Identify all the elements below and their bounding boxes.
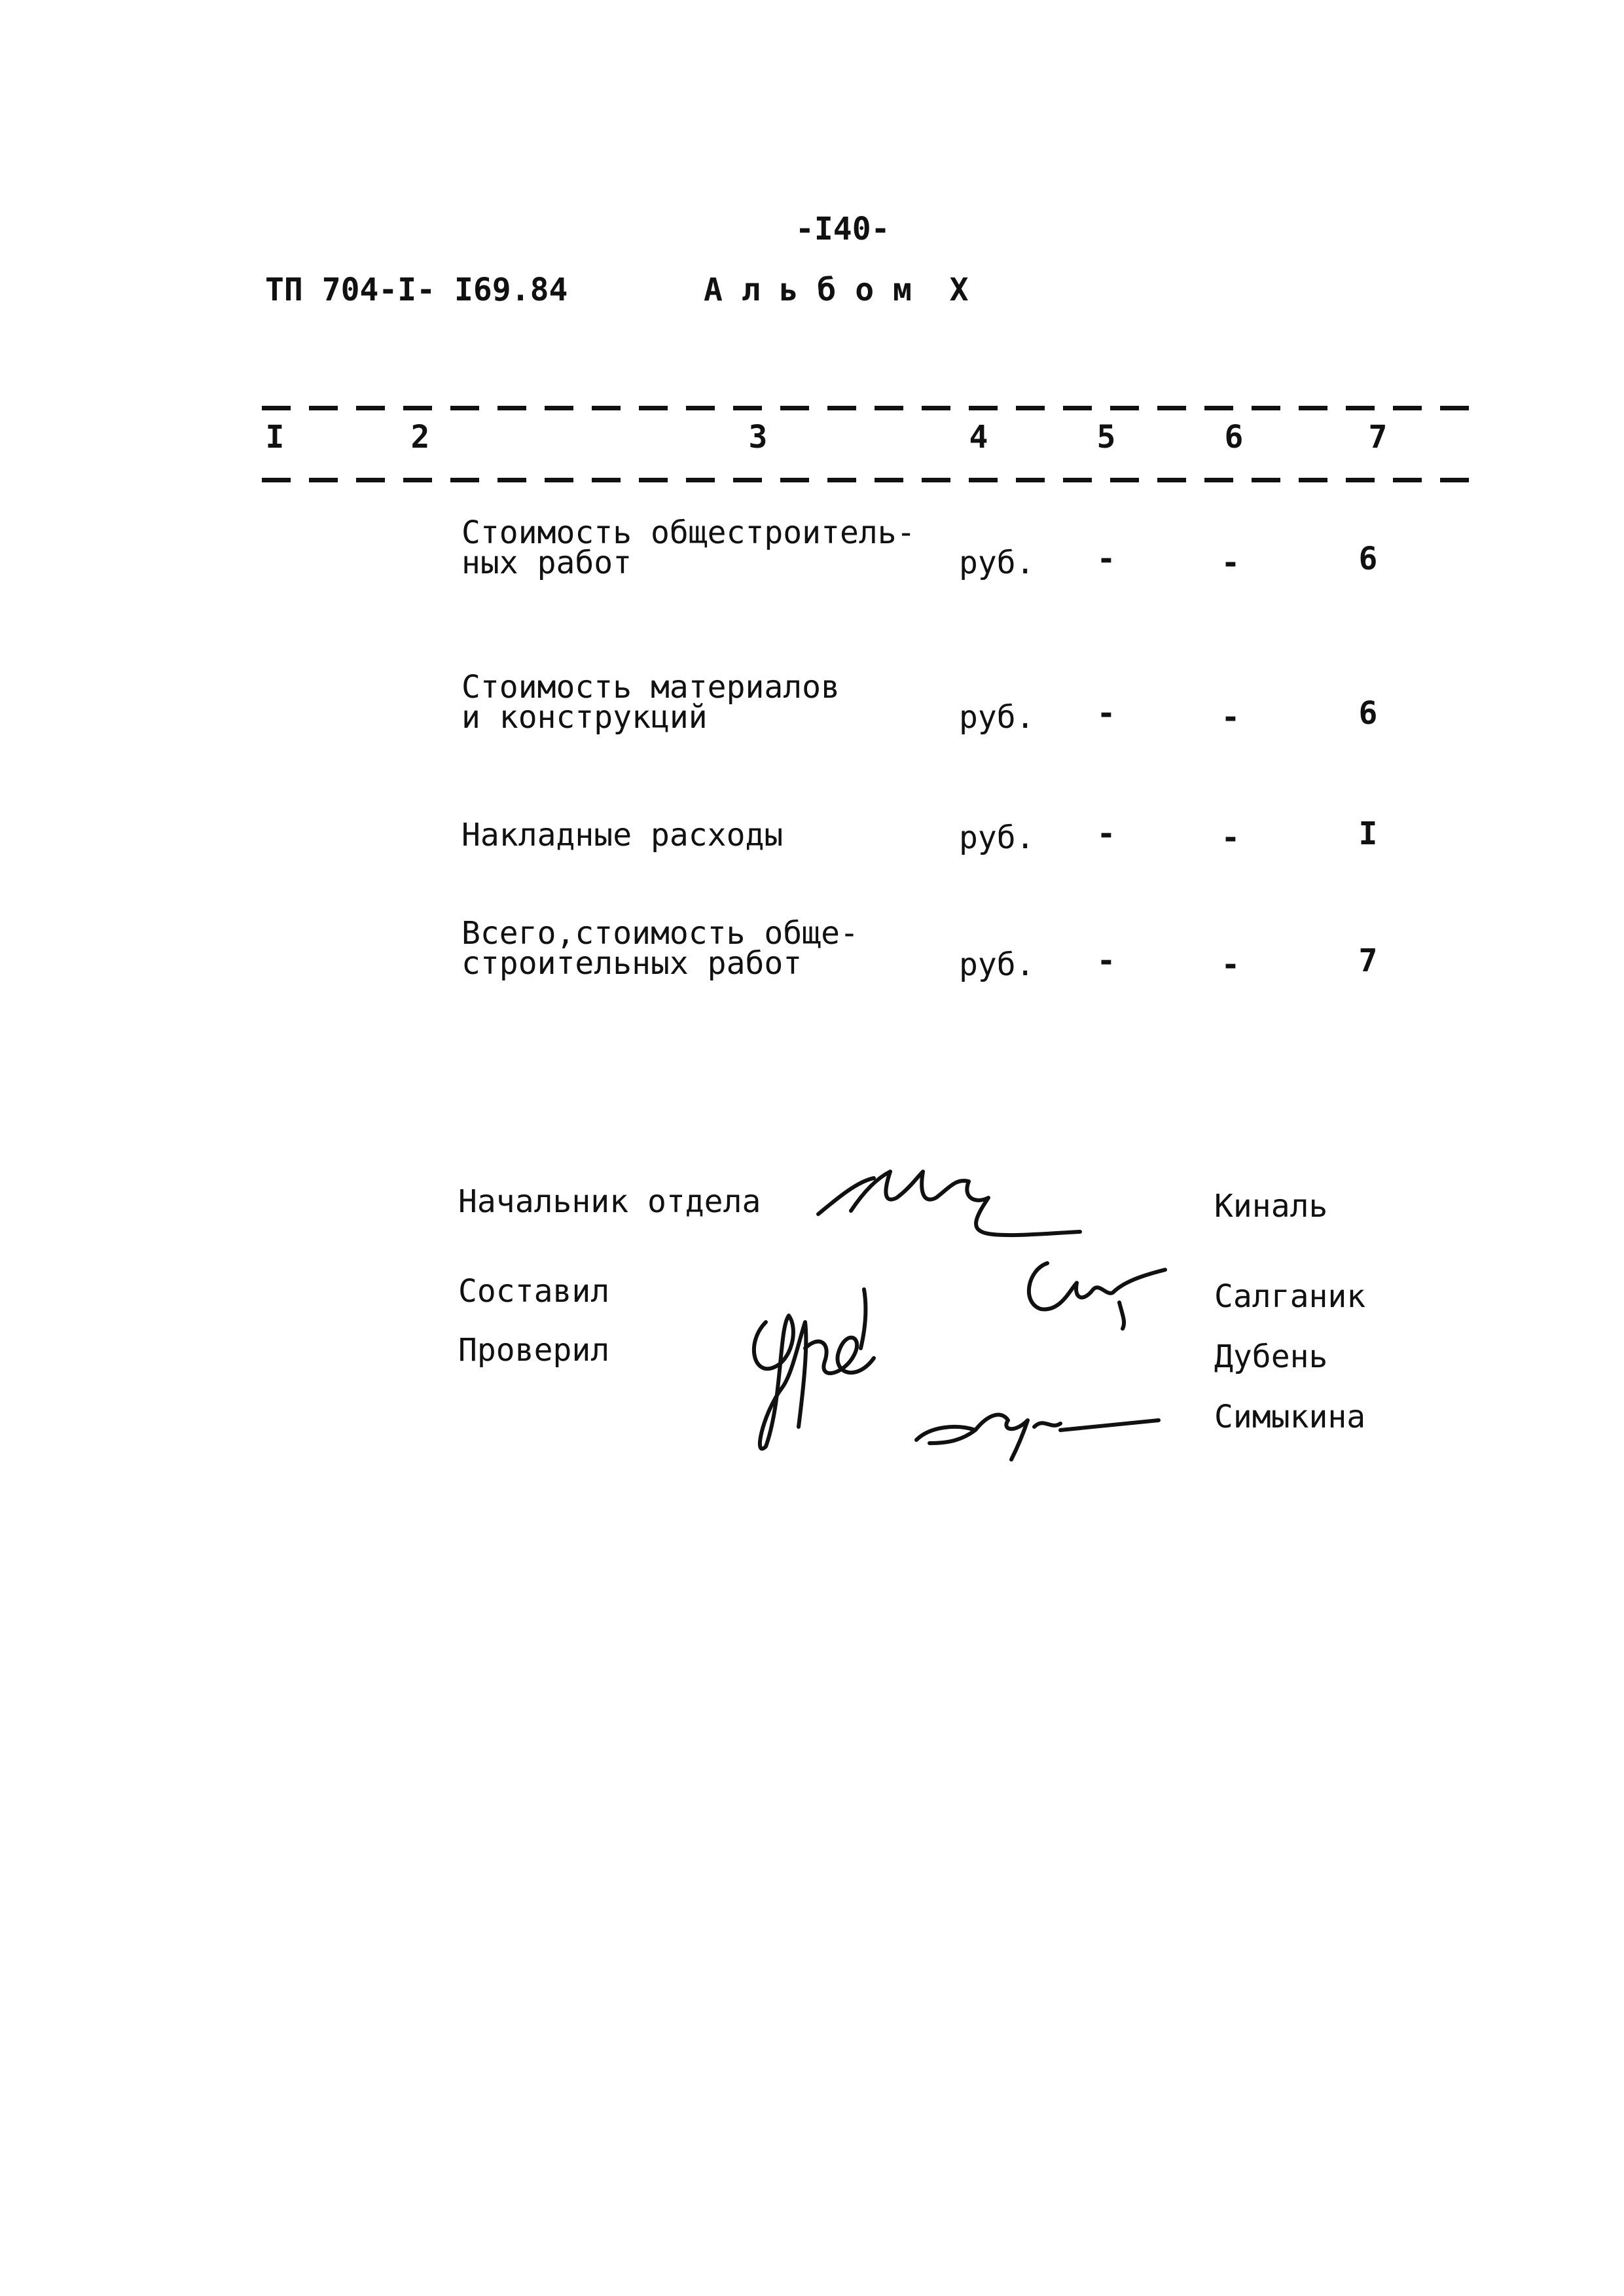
column-header-3: 3: [748, 419, 768, 456]
document-code: ТП 704-I- I69.84: [265, 272, 568, 308]
signature-mark-checked: [727, 1270, 923, 1466]
page-number: -I40-: [795, 211, 890, 247]
row-name-line1: Всего,стоимость обще-: [461, 915, 859, 952]
signature-mark-compiled: [1008, 1244, 1178, 1348]
signature-role-checked: Проверил: [458, 1332, 610, 1369]
table-header-rule: [262, 478, 1473, 482]
row-name-line1: Стоимость материалов: [461, 669, 840, 706]
row-unit: руб.: [959, 545, 1035, 581]
row-col7: 6: [1358, 695, 1378, 732]
column-header-4: 4: [969, 419, 988, 456]
signature-person-compiled: Салганик: [1214, 1278, 1366, 1315]
row-col6: -: [1221, 699, 1240, 736]
row-unit: руб.: [959, 699, 1035, 736]
album-title: А л ь б о м X: [704, 272, 969, 308]
signature-person-extra: Симыкина: [1214, 1399, 1366, 1435]
row-col5: -: [1096, 541, 1116, 577]
row-col5: -: [1096, 695, 1116, 732]
row-col6: -: [1221, 946, 1240, 983]
column-header-7: 7: [1368, 419, 1388, 456]
row-name-line1: Накладные расходы: [461, 817, 784, 853]
column-header-6: 6: [1224, 419, 1244, 456]
row-name-line1: Стоимость общестроитель-: [461, 514, 916, 551]
row-col6: -: [1221, 819, 1240, 856]
signature-role-compiled: Составил: [458, 1273, 610, 1310]
row-name-line2: строительных работ: [461, 945, 803, 982]
row-col5: -: [1096, 942, 1116, 979]
row-col7: I: [1358, 816, 1378, 852]
column-header-2: 2: [410, 419, 430, 456]
row-col6: -: [1221, 545, 1240, 581]
column-header-1: I: [265, 419, 285, 456]
row-col7: 6: [1358, 541, 1378, 577]
signature-person-checked: Дубень: [1214, 1338, 1328, 1375]
row-unit: руб.: [959, 819, 1035, 856]
row-name-line2: и конструкций: [461, 699, 708, 736]
row-col5: -: [1096, 816, 1116, 852]
signature-mark-extra: [903, 1394, 1165, 1466]
row-name-line2: ных работ: [461, 545, 632, 581]
signature-person-head: Киналь: [1214, 1188, 1328, 1225]
row-unit: руб.: [959, 946, 1035, 983]
table-top-rule: [262, 406, 1473, 410]
row-col7: 7: [1358, 942, 1378, 979]
signature-role-head: Начальник отдела: [458, 1183, 761, 1220]
column-header-5: 5: [1096, 419, 1116, 456]
signature-mark-head: [812, 1152, 1100, 1257]
